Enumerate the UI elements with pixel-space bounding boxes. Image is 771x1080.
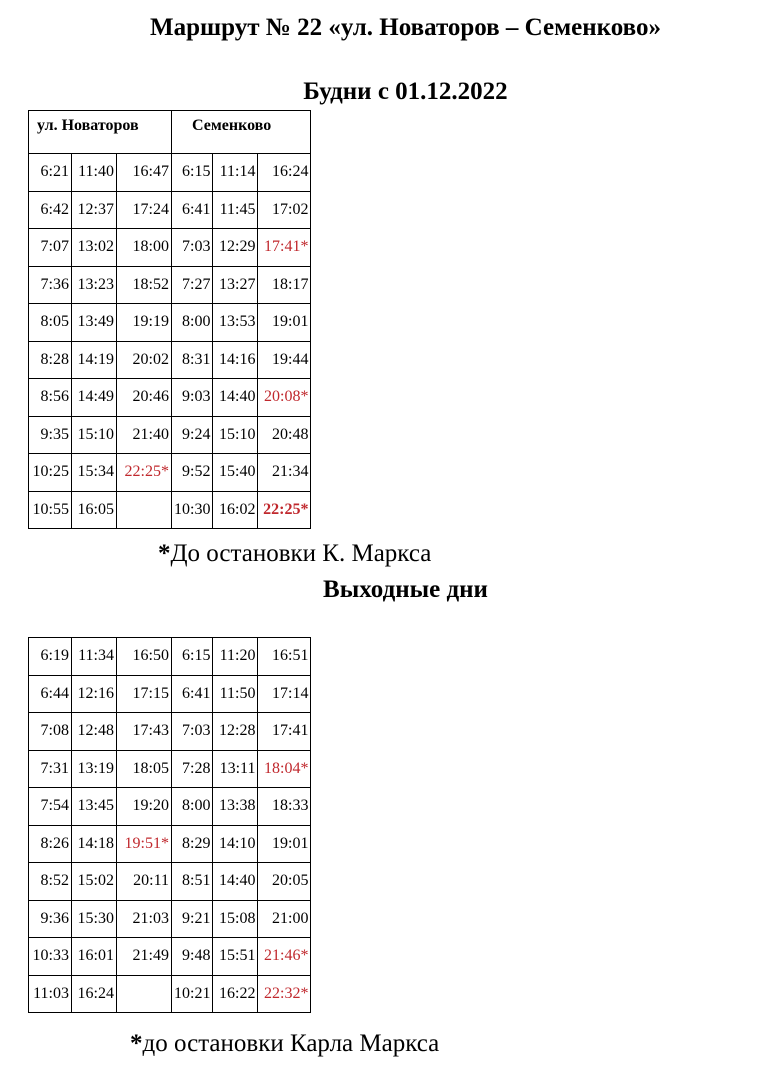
time-cell: 18:33 — [258, 788, 311, 826]
time-cell: 21:00 — [258, 900, 311, 938]
time-cell: 10:55 — [29, 491, 72, 529]
timetable-row — [29, 454, 311, 492]
time-cell: 9:24 — [172, 416, 213, 454]
time-cell: 8:56 — [29, 379, 72, 417]
weekend-timetable — [28, 637, 311, 1013]
time-cell: 16:47 — [117, 154, 172, 192]
time-cell — [117, 491, 172, 529]
timetable-row — [29, 191, 311, 229]
time-cell: 13:23 — [72, 266, 117, 304]
timetable-header-row — [29, 111, 311, 154]
header-novatorov: ул. Новаторов — [29, 111, 172, 154]
time-cell: 22:25* — [258, 491, 311, 529]
time-cell: 17:43 — [117, 713, 172, 751]
timetable-row — [29, 750, 311, 788]
time-cell: 22:32* — [258, 975, 311, 1013]
time-cell: 15:10 — [213, 416, 258, 454]
time-cell: 13:53 — [213, 304, 258, 342]
time-cell: 20:48 — [258, 416, 311, 454]
footnote-text: До остановки К. Маркса — [170, 540, 432, 567]
time-cell: 18:17 — [258, 266, 311, 304]
time-cell: 6:19 — [29, 638, 72, 676]
time-cell: 19:20 — [117, 788, 172, 826]
time-cell: 7:08 — [29, 713, 72, 751]
time-cell: 11:14 — [213, 154, 258, 192]
time-cell: 8:00 — [172, 304, 213, 342]
time-cell: 9:21 — [172, 900, 213, 938]
time-cell: 17:14 — [258, 675, 311, 713]
time-cell: 20:05 — [258, 863, 311, 901]
time-cell: 16:02 — [213, 491, 258, 529]
time-cell: 15:40 — [213, 454, 258, 492]
timetable-row — [29, 825, 311, 863]
time-cell: 14:19 — [72, 341, 117, 379]
timetable-row — [29, 379, 311, 417]
time-cell: 21:46* — [258, 938, 311, 976]
time-cell: 15:02 — [72, 863, 117, 901]
time-cell: 9:52 — [172, 454, 213, 492]
time-cell — [117, 975, 172, 1013]
time-cell: 19:44 — [258, 341, 311, 379]
timetable-row — [29, 675, 311, 713]
time-cell: 21:34 — [258, 454, 311, 492]
timetable-row — [29, 341, 311, 379]
timetable-row — [29, 900, 311, 938]
time-cell: 8:00 — [172, 788, 213, 826]
time-cell: 21:03 — [117, 900, 172, 938]
weekend-schedule-title: Выходные дни — [323, 576, 488, 603]
time-cell: 16:51 — [258, 638, 311, 676]
time-cell: 10:33 — [29, 938, 72, 976]
time-cell: 8:26 — [29, 825, 72, 863]
time-cell: 18:04* — [258, 750, 311, 788]
time-cell: 20:02 — [117, 341, 172, 379]
time-cell: 6:41 — [172, 675, 213, 713]
time-cell: 11:34 — [72, 638, 117, 676]
time-cell: 8:28 — [29, 341, 72, 379]
time-cell: 9:48 — [172, 938, 213, 976]
time-cell: 20:08* — [258, 379, 311, 417]
time-cell: 7:07 — [29, 229, 72, 267]
time-cell: 9:03 — [172, 379, 213, 417]
time-cell: 16:22 — [213, 975, 258, 1013]
time-cell: 19:19 — [117, 304, 172, 342]
time-cell: 9:35 — [29, 416, 72, 454]
time-cell: 6:21 — [29, 154, 72, 192]
time-cell: 13:49 — [72, 304, 117, 342]
time-cell: 6:15 — [172, 638, 213, 676]
time-cell: 14:40 — [213, 379, 258, 417]
time-cell: 11:40 — [72, 154, 117, 192]
timetable-row — [29, 304, 311, 342]
time-cell: 7:28 — [172, 750, 213, 788]
timetable-row — [29, 638, 311, 676]
header-semenkovo: Семенково — [172, 111, 311, 154]
time-cell: 10:30 — [172, 491, 213, 529]
time-cell: 16:50 — [117, 638, 172, 676]
time-cell: 6:44 — [29, 675, 72, 713]
time-cell: 19:51* — [117, 825, 172, 863]
footnote-star: * — [158, 540, 171, 567]
weekday-schedule-title: Будни с 01.12.2022 — [303, 78, 508, 105]
time-cell: 7:27 — [172, 266, 213, 304]
time-cell: 20:11 — [117, 863, 172, 901]
time-cell: 13:02 — [72, 229, 117, 267]
time-cell: 11:20 — [213, 638, 258, 676]
time-cell: 10:21 — [172, 975, 213, 1013]
footnote-star: * — [130, 1030, 143, 1057]
time-cell: 18:05 — [117, 750, 172, 788]
time-cell: 14:40 — [213, 863, 258, 901]
timetable-row — [29, 491, 311, 529]
time-cell: 17:02 — [258, 191, 311, 229]
time-cell: 9:36 — [29, 900, 72, 938]
time-cell: 11:50 — [213, 675, 258, 713]
timetable-row — [29, 266, 311, 304]
page-title: Маршрут № 22 «ул. Новаторов – Семенково» — [150, 14, 661, 41]
timetable-row — [29, 863, 311, 901]
weekday-timetable — [28, 110, 311, 529]
timetable-row — [29, 938, 311, 976]
time-cell: 11:03 — [29, 975, 72, 1013]
time-cell: 16:05 — [72, 491, 117, 529]
time-cell: 21:49 — [117, 938, 172, 976]
time-cell: 7:36 — [29, 266, 72, 304]
time-cell: 7:03 — [172, 229, 213, 267]
time-cell: 14:16 — [213, 341, 258, 379]
time-cell: 15:51 — [213, 938, 258, 976]
time-cell: 10:25 — [29, 454, 72, 492]
time-cell: 8:31 — [172, 341, 213, 379]
time-cell: 12:28 — [213, 713, 258, 751]
time-cell: 17:24 — [117, 191, 172, 229]
time-cell: 16:24 — [72, 975, 117, 1013]
timetable-row — [29, 154, 311, 192]
time-cell: 17:41* — [258, 229, 311, 267]
time-cell: 8:05 — [29, 304, 72, 342]
time-cell: 14:49 — [72, 379, 117, 417]
time-cell: 8:29 — [172, 825, 213, 863]
time-cell: 8:51 — [172, 863, 213, 901]
time-cell: 15:08 — [213, 900, 258, 938]
timetable-row — [29, 788, 311, 826]
time-cell: 7:31 — [29, 750, 72, 788]
time-cell: 16:24 — [258, 154, 311, 192]
time-cell: 14:10 — [213, 825, 258, 863]
time-cell: 13:38 — [213, 788, 258, 826]
time-cell: 15:30 — [72, 900, 117, 938]
time-cell: 12:37 — [72, 191, 117, 229]
time-cell: 22:25* — [117, 454, 172, 492]
time-cell: 8:52 — [29, 863, 72, 901]
time-cell: 14:18 — [72, 825, 117, 863]
timetable-row — [29, 229, 311, 267]
time-cell: 6:15 — [172, 154, 213, 192]
time-cell: 13:19 — [72, 750, 117, 788]
time-cell: 12:48 — [72, 713, 117, 751]
time-cell: 6:41 — [172, 191, 213, 229]
weekend-footnote — [130, 1030, 439, 1058]
weekday-footnote — [158, 540, 431, 568]
time-cell: 7:54 — [29, 788, 72, 826]
time-cell: 13:11 — [213, 750, 258, 788]
timetable-row — [29, 975, 311, 1013]
time-cell: 21:40 — [117, 416, 172, 454]
time-cell: 19:01 — [258, 825, 311, 863]
time-cell: 13:45 — [72, 788, 117, 826]
footnote-text: до остановки Карла Маркса — [142, 1030, 440, 1057]
time-cell: 6:42 — [29, 191, 72, 229]
time-cell: 17:15 — [117, 675, 172, 713]
time-cell: 13:27 — [213, 266, 258, 304]
time-cell: 15:34 — [72, 454, 117, 492]
timetable-row — [29, 713, 311, 751]
time-cell: 11:45 — [213, 191, 258, 229]
time-cell: 19:01 — [258, 304, 311, 342]
time-cell: 7:03 — [172, 713, 213, 751]
time-cell: 15:10 — [72, 416, 117, 454]
time-cell: 18:52 — [117, 266, 172, 304]
time-cell: 17:41 — [258, 713, 311, 751]
time-cell: 12:29 — [213, 229, 258, 267]
time-cell: 18:00 — [117, 229, 172, 267]
time-cell: 20:46 — [117, 379, 172, 417]
timetable-row — [29, 416, 311, 454]
time-cell: 12:16 — [72, 675, 117, 713]
time-cell: 16:01 — [72, 938, 117, 976]
